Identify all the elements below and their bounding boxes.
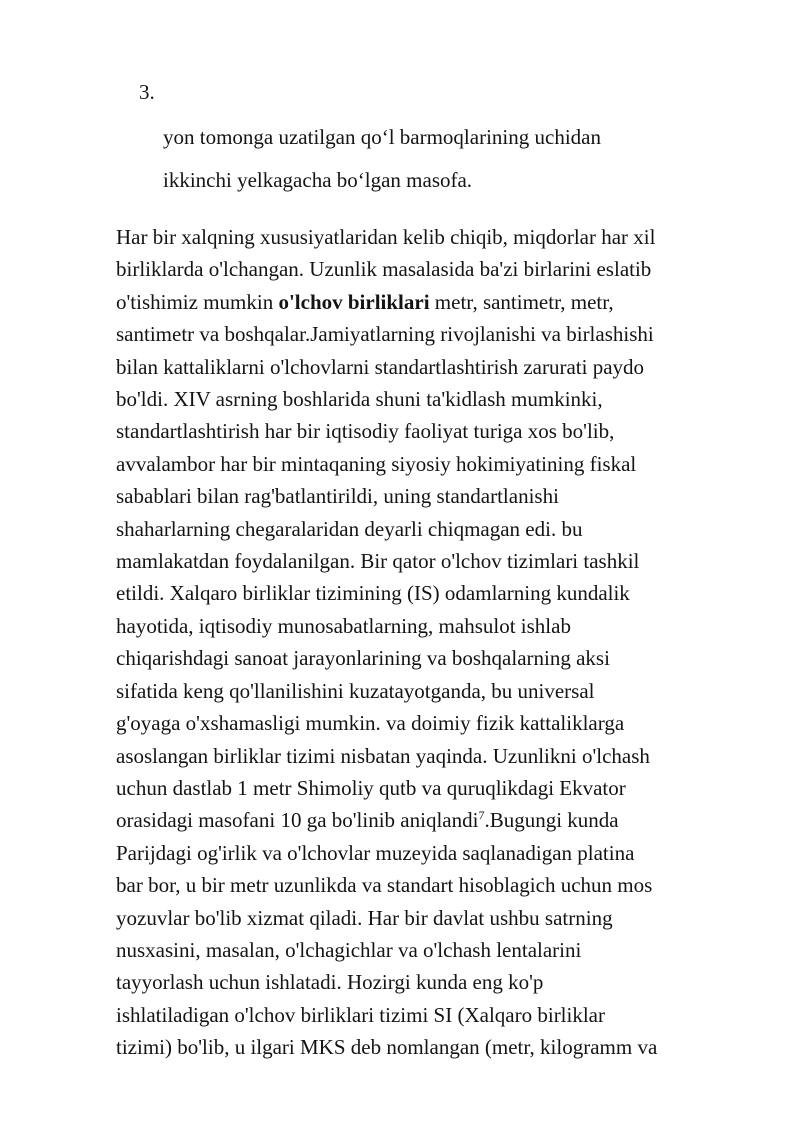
paragraph-line: sabablari bilan rag'batlantirildi, uning standartlanishi bbox=[116, 484, 559, 509]
paragraph-line: g'oyaga o'xshamasligi mumkin. va doimiy fizik kattaliklarga bbox=[116, 711, 625, 736]
line-text: .Bugungi kunda bbox=[484, 808, 619, 833]
paragraph-line: bilan kattaliklarni o'lchovlarni standartlashtirish zarurati paydo bbox=[116, 354, 645, 379]
paragraph-line: tizimi) bo'lib, u ilgari MKS deb nomlangan (metr, kilogramm va bbox=[116, 1035, 658, 1060]
paragraph-line: Parijdagi og'irlik va o'lchovlar muzeyida saqlanadigan platina bbox=[116, 840, 635, 865]
list-item-number: 3. bbox=[139, 80, 155, 104]
paragraph-line: ishlatiladigan o'lchov birliklari tizimi SI (Xalqaro birliklar bbox=[116, 1002, 605, 1027]
paragraph-line: asoslangan birliklar tizimi nisbatan yaqinda. Uzunlikni o'lchash bbox=[116, 743, 650, 768]
list-item-text bbox=[163, 116, 763, 202]
paragraph-line: hayotida, iqtisodiy munosabatlarning, mahsulot ishlab bbox=[116, 613, 571, 638]
body-paragraph bbox=[116, 221, 756, 1064]
paragraph-line: birliklarda o'lchangan. Uzunlik masalasida ba'zi birlarini eslatib bbox=[116, 257, 652, 282]
list-item-line: ikkinchi yelkagacha bo‘lgan masofa. bbox=[163, 168, 473, 192]
paragraph-line: avvalambor har bir mintaqaning siyosiy hokimiyatining fiskal bbox=[116, 451, 637, 476]
paragraph-line: bar bor, u bir metr uzunlikda va standart hisoblagich uchun mos bbox=[116, 873, 653, 898]
paragraph-line: sifatida keng qo'llanilishini kuzatayotganda, bu universal bbox=[116, 678, 595, 703]
paragraph-line: yozuvlar bo'lib xizmat qiladi. Har bir davlat ushbu satrning bbox=[116, 905, 613, 930]
paragraph-line: mamlakatdan foydalanilgan. Bir qator o'lchov tizimlari tashkil bbox=[116, 549, 640, 574]
line-text: o'tishimiz mumkin bbox=[116, 289, 279, 314]
bold-term: o'lchov birliklari bbox=[278, 289, 430, 314]
paragraph-line: uchun dastlab 1 metr Shimoliy qutb va quruqlikdagi Ekvator bbox=[116, 775, 626, 800]
paragraph-line: Har bir xalqning xususiyatlaridan kelib chiqib, miqdorlar har xil bbox=[116, 225, 656, 249]
paragraph-line: bo'ldi. XIV asrning boshlarida shuni ta'kidlash mumkinki, bbox=[116, 387, 603, 412]
footnote-reference: 7 bbox=[478, 808, 485, 823]
paragraph-line bbox=[116, 286, 756, 318]
line-text: metr, santimetr, metr, bbox=[429, 289, 614, 314]
paragraph-line: standartlashtirish har bir iqtisodiy faoliyat turiga xos bo'lib, bbox=[116, 419, 615, 444]
paragraph-line bbox=[116, 804, 756, 836]
paragraph-line: tayyorlash uchun ishlatadi. Hozirgi kunda eng ko'p bbox=[116, 970, 544, 995]
line-text: orasidagi masofani 10 ga bo'linib aniqlandi bbox=[116, 808, 479, 833]
paragraph-line: etildi. Xalqaro birliklar tizimining (IS) odamlarning kundalik bbox=[116, 581, 630, 606]
paragraph-line: santimetr va boshqalar.Jamiyatlarning rivojlanishi va birlashishi bbox=[116, 322, 654, 347]
paragraph-line: shaharlarning chegaralaridan deyarli chiqmagan edi. bu bbox=[116, 516, 583, 541]
paragraph-line: nusxasini, masalan, o'lchagichlar va o'lchash lentalarini bbox=[116, 937, 582, 962]
paragraph-line: chiqarishdagi sanoat jarayonlarining va boshqalarning aksi bbox=[116, 646, 610, 671]
list-item-line: yon tomonga uzatilgan qo‘l barmoqlarining uchidan bbox=[163, 125, 601, 149]
